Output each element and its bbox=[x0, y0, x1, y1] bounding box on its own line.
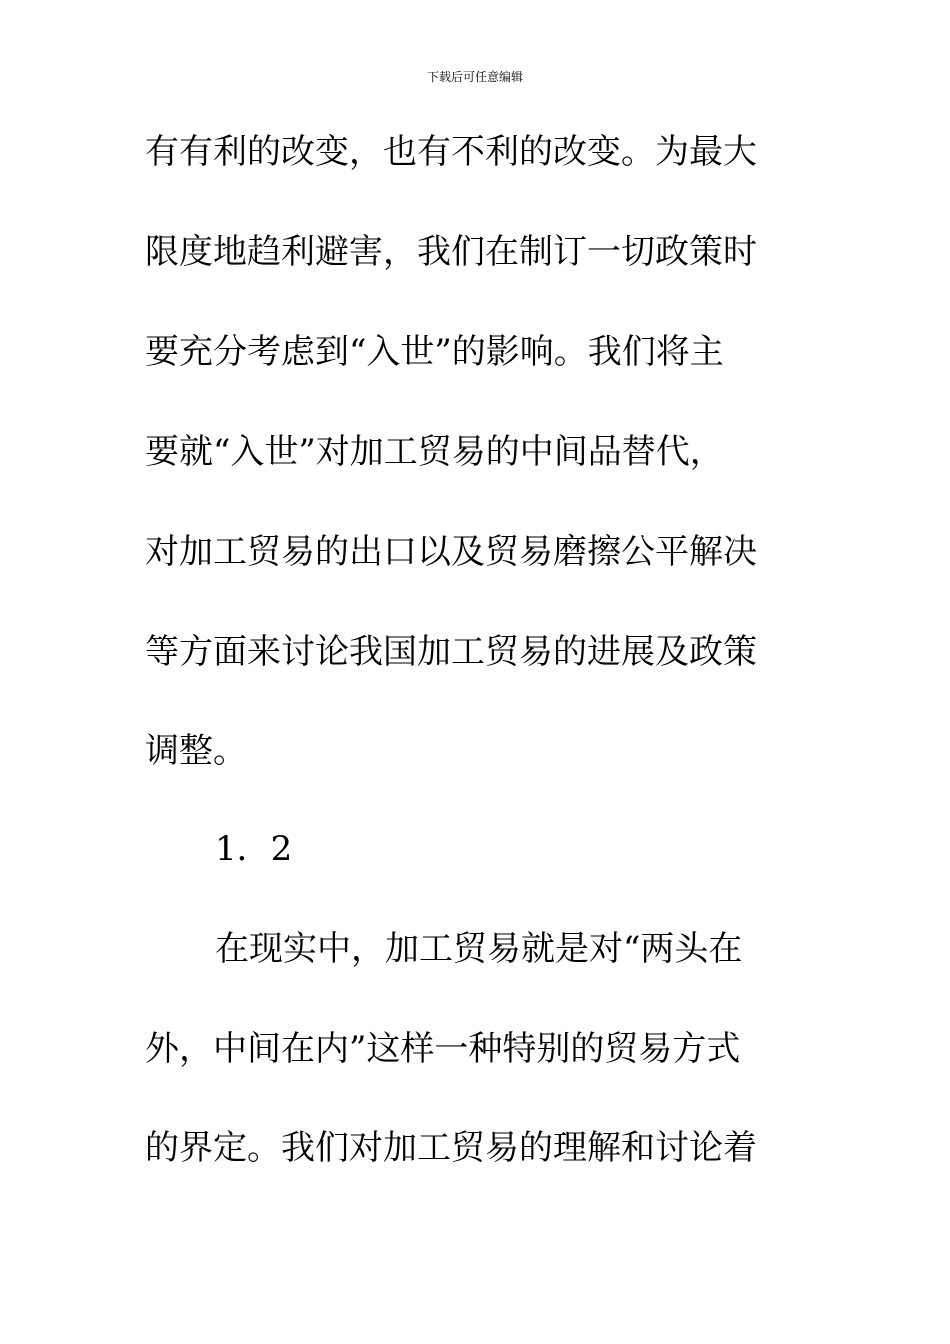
body-line-3: 要充分考虑到“入世”的影响。我们将主 bbox=[145, 332, 724, 372]
body-line-1: 有有利的改变，也有不利的改变。为最大 bbox=[145, 132, 757, 172]
body-line-11: 的界定。我们对加工贸易的理解和讨论着 bbox=[145, 1128, 757, 1168]
body-line-10: 外，中间在内”这样一种特别的贸易方式 bbox=[145, 1029, 741, 1069]
body-line-6: 等方面来讨论我国加工贸易的进展及政策 bbox=[145, 632, 757, 672]
body-line-5: 对加工贸易的出口以及贸易磨擦公平解决 bbox=[145, 532, 757, 572]
body-line-7: 调整。 bbox=[145, 731, 247, 771]
body-line-2: 限度地趋利避害，我们在制订一切政策时 bbox=[145, 232, 757, 272]
body-line-4: 要就“入世”对加工贸易的中间品替代， bbox=[145, 432, 724, 472]
body-line-9: 在现实中，加工贸易就是对“两头在 bbox=[215, 929, 743, 969]
header-note: 下载后可任意编辑 bbox=[426, 70, 523, 84]
section-number: 1．2 bbox=[215, 829, 293, 869]
